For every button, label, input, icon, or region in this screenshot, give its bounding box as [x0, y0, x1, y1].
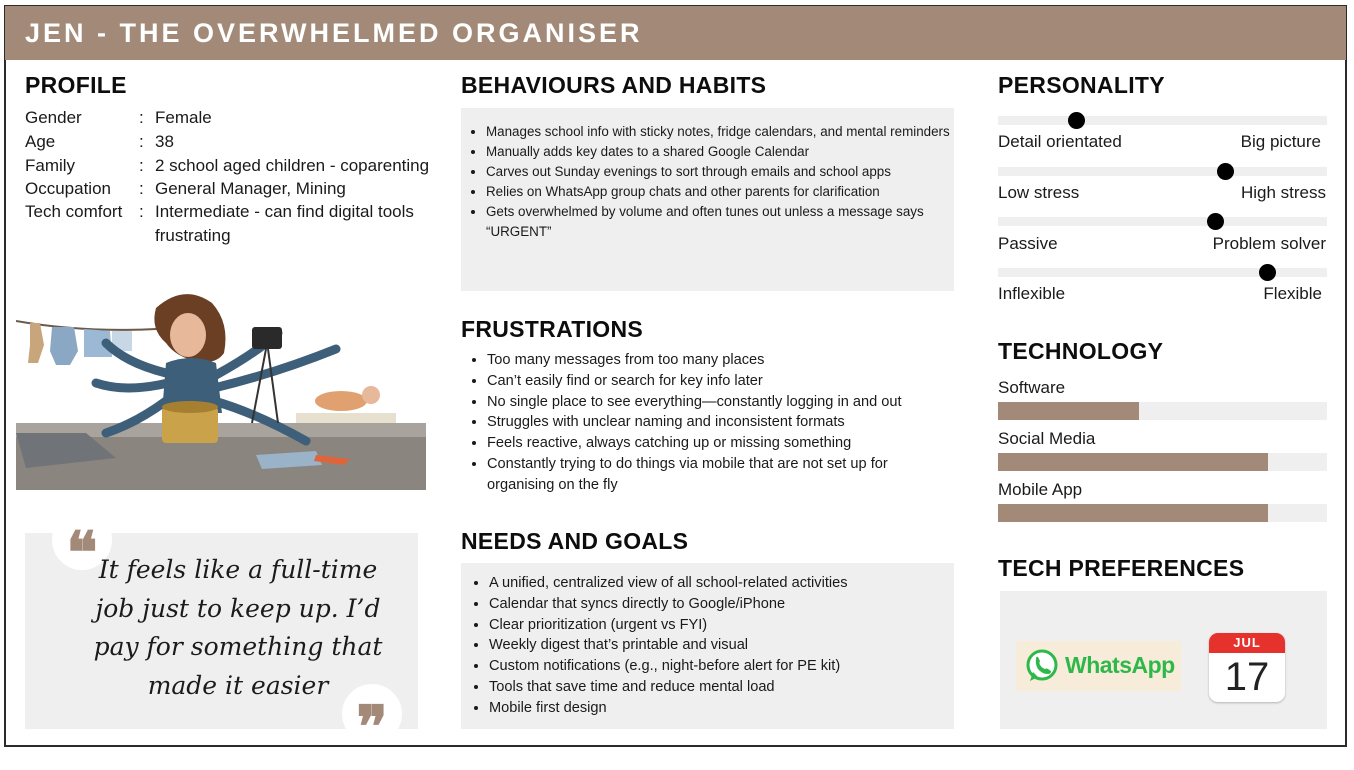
- personality-slider-track: [998, 167, 1327, 176]
- whatsapp-label: WhatsApp: [1065, 652, 1175, 678]
- profile-value: 38: [155, 132, 174, 151]
- technology-heading: TECHNOLOGY: [998, 338, 1164, 364]
- calendar-icon: [1209, 633, 1285, 702]
- profile-value: General Manager, Mining: [155, 179, 346, 198]
- profile-key: Age: [25, 132, 56, 151]
- list-item: • A unified, centralized view of all school-related activities: [489, 573, 959, 594]
- whatsapp-icon: [1024, 648, 1060, 684]
- list-item: • Can’t easily find or search for key info later: [487, 371, 957, 392]
- persona-title: JEN - THE OVERWHELMED ORGANISER: [25, 18, 643, 48]
- list-item: • Gets overwhelmed by volume and often tunes out unless a message says “URGENT”: [486, 202, 956, 242]
- list-item: • Clear prioritization (urgent vs FYI): [489, 615, 959, 636]
- profile-separator: :: [139, 132, 144, 151]
- list-item: • Tools that save time and reduce mental load: [489, 677, 959, 698]
- slider-knob: [1217, 163, 1234, 180]
- personality-slider-track: [998, 116, 1327, 125]
- slider-left-label: Passive: [998, 234, 1058, 253]
- profile-key: Gender: [25, 108, 82, 127]
- persona-quote: It feels like a full-time job just to keep up. I’d pay for something that made it easier: [93, 555, 383, 700]
- list-item: • Carves out Sunday evenings to sort through emails and school apps: [486, 162, 956, 182]
- list-item: • Mobile first design: [489, 698, 959, 719]
- profile-heading: PROFILE: [25, 72, 127, 98]
- tech-bar-fill: [998, 504, 1268, 522]
- list-item: • Manages school info with sticky notes, fridge calendars, and mental reminders: [486, 122, 956, 142]
- slider-left-label: Low stress: [998, 183, 1080, 202]
- list-item: • Struggles with unclear naming and inconsistent formats: [487, 412, 957, 433]
- profile-key: Occupation: [25, 179, 111, 198]
- profile-value: Intermediate - can find digital tools frustrating: [155, 202, 414, 245]
- quote-open-icon: ❝: [52, 510, 112, 570]
- personality-slider-track: [998, 268, 1327, 277]
- slider-right-label: Flexible: [1263, 284, 1322, 303]
- profile-separator: :: [139, 179, 144, 198]
- slider-left-label: Detail orientated: [998, 132, 1122, 151]
- profile-separator: :: [139, 202, 144, 221]
- tech-bar-label: Software: [998, 378, 1066, 397]
- list-item: • Custom notifications (e.g., night-before alert for PE kit): [489, 656, 959, 677]
- tech-bar-label: Mobile App: [998, 480, 1083, 499]
- personality-slider-track: [998, 217, 1327, 226]
- list-item: • Manually adds key dates to a shared Google Calendar: [486, 142, 956, 162]
- frustrations-list: [463, 350, 957, 496]
- tech-bar-track: [998, 504, 1327, 522]
- slider-left-label: Inflexible: [998, 284, 1066, 303]
- list-item: • Calendar that syncs directly to Google/iPhone: [489, 594, 959, 615]
- profile-key: Tech comfort: [25, 202, 123, 221]
- calendar-month: JUL: [1209, 633, 1285, 653]
- behaviours-heading: BEHAVIOURS AND HABITS: [461, 72, 767, 98]
- profile-value: 2 school aged children - coparenting: [155, 156, 430, 175]
- title-banner: [5, 6, 1346, 60]
- frustrations-heading: FRUSTRATIONS: [461, 316, 644, 342]
- behaviours-list: [462, 122, 956, 242]
- tech-bar-label: Social Media: [998, 429, 1096, 448]
- slider-knob: [1207, 213, 1224, 230]
- tech-preferences-heading: TECH PREFERENCES: [998, 555, 1245, 581]
- persona-illustration: [16, 283, 426, 490]
- needs-list: [465, 573, 959, 719]
- list-item: • No single place to see everything—constantly logging in and out: [487, 392, 957, 413]
- slider-right-label: High stress: [1240, 183, 1326, 202]
- profile-value: Female: [155, 108, 212, 127]
- list-item: • Constantly trying to do things via mobile that are not set up for organising on the fly: [487, 454, 957, 496]
- slider-right-label: Problem solver: [1212, 234, 1326, 253]
- list-item: • Feels reactive, always catching up or missing something: [487, 433, 957, 454]
- profile-separator: :: [139, 108, 144, 127]
- slider-right-label: Big picture: [1240, 132, 1321, 151]
- quote-close-icon: ❞: [342, 684, 402, 744]
- personality-heading: PERSONALITY: [998, 72, 1165, 98]
- profile-separator: :: [139, 156, 144, 175]
- tech-bar-track: [998, 453, 1327, 471]
- needs-heading: NEEDS AND GOALS: [461, 528, 689, 554]
- tech-bar-track: [998, 402, 1327, 420]
- calendar-day: 17: [1224, 655, 1270, 699]
- tech-bar-fill: [998, 453, 1268, 471]
- list-item: • Relies on WhatsApp group chats and other parents for clarification: [486, 182, 956, 202]
- profile-key: Family: [25, 156, 76, 175]
- tech-bar-fill: [998, 402, 1139, 420]
- list-item: • Too many messages from too many places: [487, 350, 957, 371]
- list-item: • Weekly digest that’s printable and visual: [489, 635, 959, 656]
